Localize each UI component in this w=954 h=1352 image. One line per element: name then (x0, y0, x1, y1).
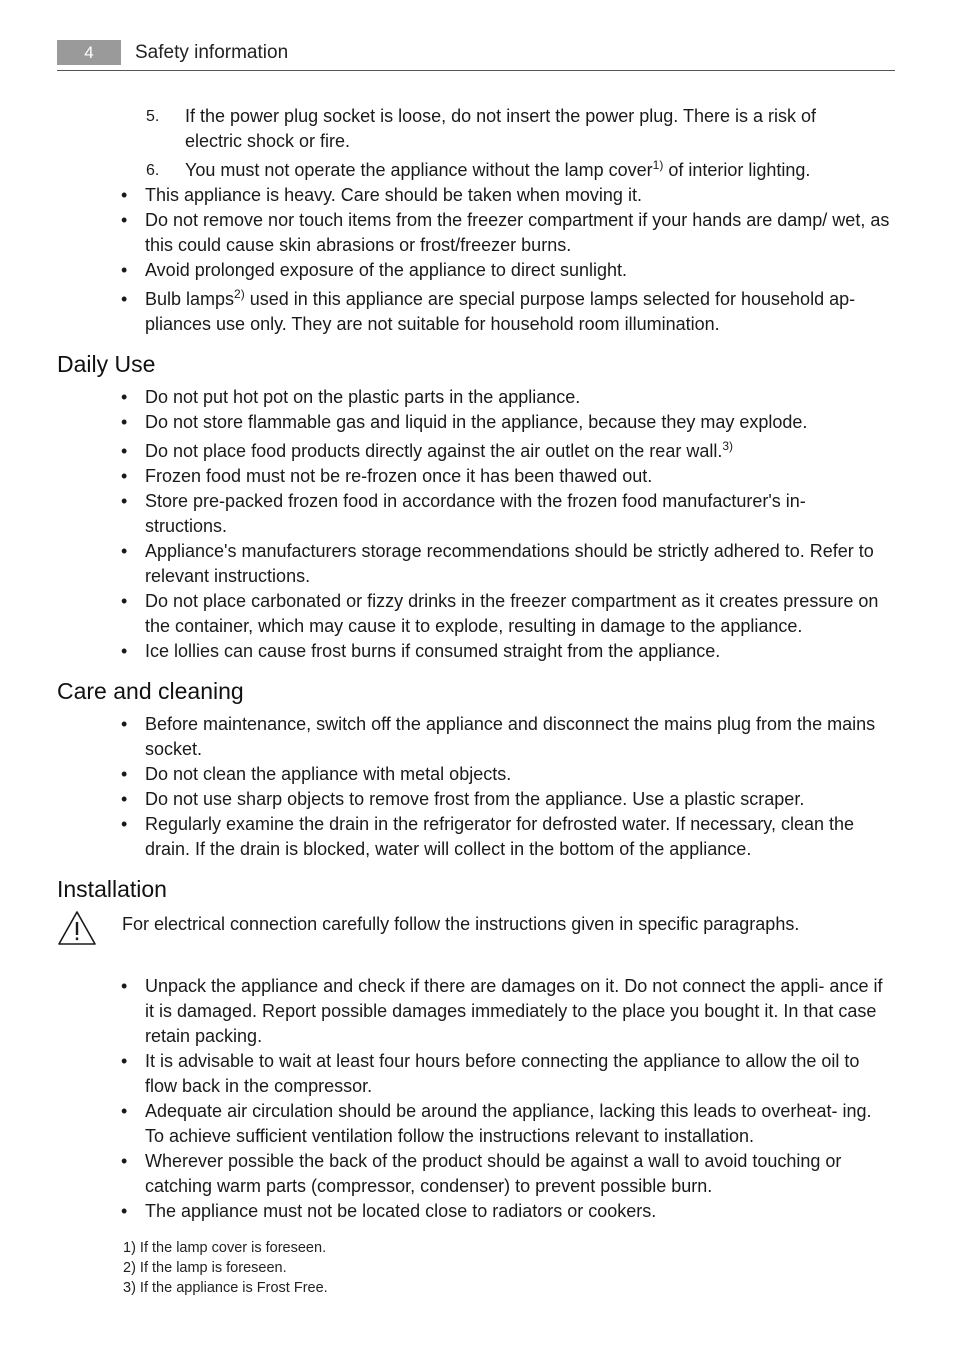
bullet-icon: • (121, 491, 128, 511)
bullet-item (57, 258, 895, 283)
numbered-list (57, 104, 895, 183)
bullet-text: Do not place food products directly against the air outlet on the rear wall. (145, 441, 723, 461)
bullet-item (57, 439, 895, 464)
bullet-text: Do not clean the appliance with metal objects. (145, 764, 512, 784)
bullet-text: used in this appliance are special purpose lamps selected for household ap- pliances use only. They are not suitable for household room illumination. (145, 289, 856, 334)
footnotes (57, 1238, 895, 1298)
item-text: You must not operate the appliance without the lamp cover (185, 160, 653, 180)
page-number: 4 (57, 40, 121, 65)
bullet-icon: • (121, 1101, 128, 1121)
bullet-item (57, 385, 895, 410)
bullet-icon: • (121, 714, 128, 734)
bullet-icon: • (121, 387, 128, 407)
bullet-text: Adequate air circulation should be around the appliance, lacking this leads to overheat- ing. To achieve sufficient ventilation follow the instructions relevant to installation. (145, 1101, 872, 1146)
installation-heading: Installation (57, 876, 167, 902)
bullet-icon: • (121, 789, 128, 809)
bullet-text: Do not use sharp objects to remove frost from the appliance. Use a plastic scraper. (145, 789, 805, 809)
item-text: of interior lighting. (663, 160, 811, 180)
bullet-icon: • (121, 412, 128, 432)
bullet-text: Appliance's manufacturers storage recommendations should be strictly adhered to. Refer to relevant instructions. (145, 541, 874, 586)
bullet-text: The appliance must not be located close to radiators or cookers. (145, 1201, 657, 1221)
bullet-icon: • (121, 814, 128, 834)
bullet-text: Regularly examine the drain in the refrigerator for defrosted water. If necessary, clean the drain. If the drain is blocked, water will collect in the bottom of the appliance. (145, 814, 855, 859)
bullet-text: Do not put hot pot on the plastic parts in the appliance. (145, 387, 581, 407)
bullet-text: Avoid prolonged exposure of the appliance to direct sunlight. (145, 260, 627, 280)
footnote: 2) If the lamp is foreseen. (123, 1260, 287, 1276)
footnote: 3) If the appliance is Frost Free. (123, 1280, 328, 1296)
bullet-text: Bulb lamps (145, 289, 235, 309)
warning-note (57, 910, 895, 970)
safety-bullet-list (57, 183, 895, 337)
bullet-icon: • (121, 210, 128, 230)
bullet-item (57, 589, 895, 639)
bullet-icon: • (121, 1201, 128, 1221)
bullet-icon: • (121, 641, 128, 661)
bullet-item (57, 464, 895, 489)
bullet-text: Wherever possible the back of the product should be against a wall to avoid touching or catching warm parts (compressor, condenser) to prevent possible burn. (145, 1151, 842, 1196)
bullet-item (57, 1149, 895, 1199)
bullet-icon: • (121, 441, 128, 461)
numbered-item (57, 104, 895, 154)
item-number: 5. (146, 108, 160, 125)
bullet-text: This appliance is heavy. Care should be taken when moving it. (145, 185, 642, 205)
bullet-item (57, 1199, 895, 1224)
bullet-item (57, 639, 895, 664)
bullet-text: Do not place carbonated or fizzy drinks in the freezer compartment as it creates pressure on the container, which may cause it to explode, resulting in damage to the appliance. (145, 591, 879, 636)
bullet-text: Store pre-packed frozen food in accordance with the frozen food manufacturer's in- structions. (145, 491, 806, 536)
bullet-item (57, 208, 895, 258)
item-number: 6. (146, 162, 160, 179)
bullet-icon: • (121, 1051, 128, 1071)
bullet-icon: • (121, 764, 128, 784)
bullet-item (57, 539, 895, 589)
page-content (57, 104, 895, 1298)
bullet-item (57, 489, 895, 539)
footnote: 1) If the lamp cover is foreseen. (123, 1240, 327, 1256)
bullet-item (57, 787, 895, 812)
item-text: If the power plug socket is loose, do not insert the power plug. There is a risk of electric shock or fire. (185, 106, 817, 151)
numbered-item (57, 158, 895, 183)
bullet-icon: • (121, 185, 128, 205)
warning-triangle-icon (57, 910, 97, 946)
bullet-item (57, 183, 895, 208)
running-section-title: Safety information (135, 42, 289, 63)
bullet-text: Unpack the appliance and check if there are damages on it. Do not connect the appli- ance if it is damaged. Report possible damages immediately to the place you bought it. In that case retain packing. (145, 976, 883, 1046)
bullet-item (57, 762, 895, 787)
bullet-icon: • (121, 541, 128, 561)
bullet-item (57, 974, 895, 1049)
footnote-ref: 3) (722, 439, 733, 453)
bullet-icon: • (121, 260, 128, 280)
bullet-text: Do not store flammable gas and liquid in the appliance, because they may explode. (145, 412, 808, 432)
bullet-item (57, 287, 895, 337)
bullet-icon: • (121, 976, 128, 996)
footnote-ref: 2) (234, 287, 245, 301)
bullet-item (57, 1049, 895, 1099)
bullet-icon: • (121, 466, 128, 486)
bullet-icon: • (121, 591, 128, 611)
bullet-icon: • (121, 1151, 128, 1171)
daily-use-list (57, 385, 895, 664)
bullet-icon: • (121, 289, 128, 309)
bullet-text: Do not remove nor touch items from the freezer compartment if your hands are damp/ wet, as this could cause skin abrasions or frost/freezer burns. (145, 210, 890, 255)
bullet-item (57, 712, 895, 762)
bullet-text: It is advisable to wait at least four hours before connecting the appliance to allow the oil to flow back in the compressor. (145, 1051, 860, 1096)
footnote-ref: 1) (652, 158, 664, 172)
installation-list (57, 974, 895, 1224)
care-cleaning-heading: Care and cleaning (57, 678, 244, 704)
bullet-item (57, 1099, 895, 1149)
warning-text: For electrical connection carefully follow the instructions given in specific paragraphs. (122, 914, 800, 934)
bullet-item (57, 410, 895, 435)
care-cleaning-list (57, 712, 895, 862)
page-header (57, 40, 895, 71)
bullet-text: Frozen food must not be re-frozen once it has been thawed out. (145, 466, 653, 486)
daily-use-heading: Daily Use (57, 351, 156, 377)
bullet-text: Before maintenance, switch off the appliance and disconnect the mains plug from the mains socket. (145, 714, 876, 759)
bullet-item (57, 812, 895, 862)
bullet-text: Ice lollies can cause frost burns if consumed straight from the appliance. (145, 641, 721, 661)
